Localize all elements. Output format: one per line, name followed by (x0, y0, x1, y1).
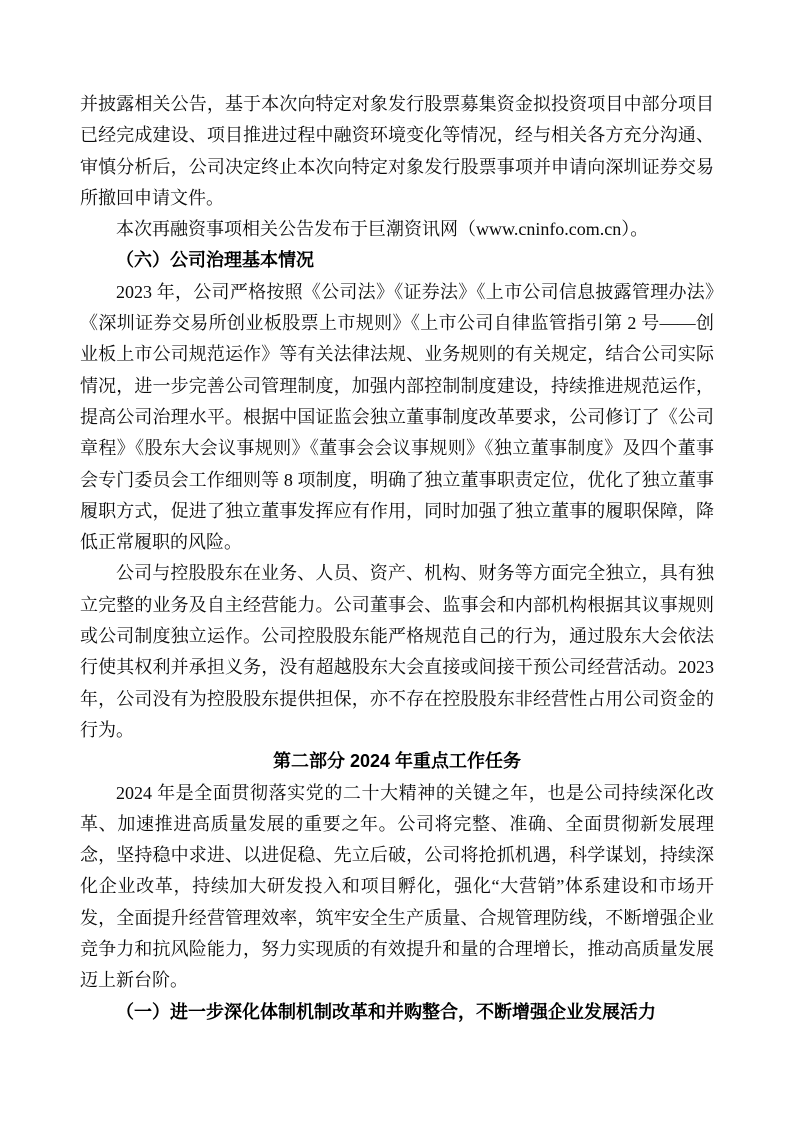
section-heading-reform-integration: （一）进一步深化体制机制改革和并购整合，不断增强企业发展活力 (116, 1001, 656, 1022)
section-heading-governance: （六）公司治理基本情况 (116, 250, 314, 271)
part-heading-2024-tasks: 第二部分 2024 年重点工作任务 (272, 751, 522, 772)
paragraph-controlling-shareholder-independence: 公司与控股股东在业务、人员、资产、机构、财务等方面完全独立，具有独立完整的业务及自主经营能力。公司董事会、监事会和内部机构根据其议事规则或公司制度独立运作。公司控股股东能严格规范自己的行为，通过股东大会依法行使其权利并承担义务，没有超越股东大会直接或间接干预公司经营活动。2023 年，公司没有为控股股东提供担保，亦不存在控股股东非经营性占用公司资金的行为。 (80, 563, 714, 740)
paragraph-continued-disclosure: 并披露相关公告，基于本次向特定对象发行股票募集资金拟投资项目中部分项目已经完成建设、项目推进过程中融资环境变化等情况，经与相关各方充分沟通、审慎分析后，公司决定终止本次向特定对象发行股票事项并申请向深圳证券交易所撤回申请文件。 (80, 94, 714, 208)
paragraph-cninfo-announcement: 本次再融资事项相关公告发布于巨潮资讯网（www.cninfo.com.cn）。 (116, 219, 649, 240)
paragraph-governance-2023: 2023 年，公司严格按照《公司法》《证券法》《上市公司信息披露管理办法》《深圳证券交易所创业板股票上市规则》《上市公司自律监管指引第 2 号——创业板上市公司规范运作》等有关法律法规、业务规则的有关规定，结合公司实际情况，进一步完善公司管理制度，加强内部控制制度建设，持续推进规范运作，提高公司治理水平。根据中国证监会独立董事制度改革要求，公司修订了《公司章程》《股东大会议事规则》《董事会会议事规则》《独立董事制度》及四个董事会专门委员会工作细则等 8 项制度，明确了独立董事职责定位，优化了独立董事履职方式，促进了独立董事发挥应有作用，同时加强了独立董事的履职保障，降低正常履职的风险。 (80, 281, 714, 553)
paragraph-2024-outlook: 2024 年是全面贯彻落实党的二十大精神的关键之年，也是公司持续深化改革、加速推进高质量发展的重要之年。公司将完整、准确、全面贯彻新发展理念，坚持稳中求进、以进促稳、先立后破，公司将抢抓机遇，科学谋划，持续深化企业改革，持续加大研发投入和项目孵化，强化“大营销”体系建设和市场开发，全面提升经营管理效率，筑牢安全生产质量、合规管理防线，不断增强企业竞争力和抗风险能力，努力实现质的有效提升和量的合理增长，推动高质量发展迈上新台阶。 (80, 782, 714, 991)
